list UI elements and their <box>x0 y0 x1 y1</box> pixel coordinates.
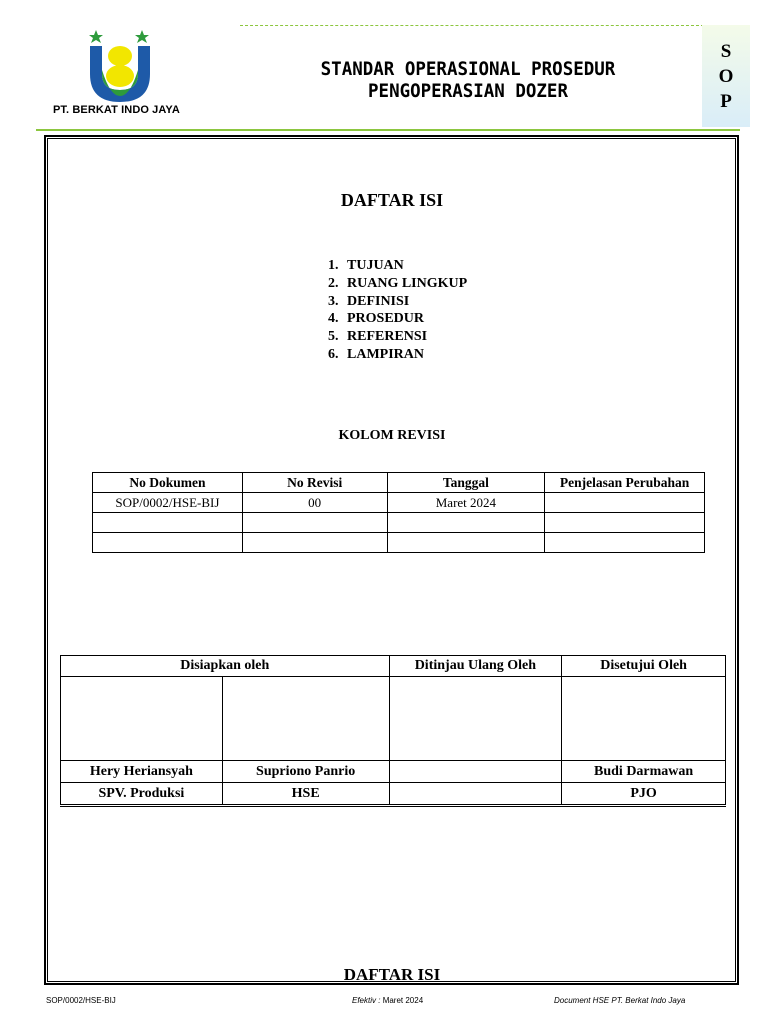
table-cell <box>545 533 705 553</box>
signer-role: HSE <box>222 783 389 805</box>
toc-item-number: 5. <box>328 329 339 345</box>
signature-box <box>562 677 726 761</box>
table-row <box>93 513 705 533</box>
column-header: No Dokumen <box>93 473 243 493</box>
toc-item-number: 2. <box>328 275 339 291</box>
table-cell <box>242 513 387 533</box>
footer-doc-number: SOP/0002/HSE-BIJ <box>46 996 116 1005</box>
signature-row <box>61 677 726 761</box>
revision-header-row <box>93 473 705 493</box>
signer-role <box>389 783 562 805</box>
toc-item-number: 3. <box>328 293 339 309</box>
sop-letter: O <box>718 65 734 87</box>
table-row <box>93 533 705 553</box>
table-cell <box>387 533 545 553</box>
company-name: PT. BERKAT INDO JAYA <box>53 104 180 116</box>
toc-item-label: RUANG LINGKUP <box>347 275 468 291</box>
signer-role: PJO <box>562 783 726 805</box>
name-row <box>61 761 726 783</box>
column-header: Penjelasan Perubahan <box>545 473 705 493</box>
toc-item <box>328 293 467 311</box>
signer-name: Hery Heriansyah <box>61 761 223 783</box>
sop-badge <box>702 25 750 127</box>
title-line-2: PENGOPERASIAN DOZER <box>368 80 568 102</box>
revision-title: KOLOM REVISI <box>338 428 446 443</box>
toc-item <box>328 310 467 328</box>
signature-box <box>222 677 389 761</box>
toc-title: DAFTAR ISI <box>340 190 444 210</box>
toc-item-label: TUJUAN <box>347 258 404 273</box>
table-cell: SOP/0002/HSE-BIJ <box>93 493 243 513</box>
column-header: Disiapkan oleh <box>61 656 390 677</box>
table-cell: 00 <box>242 493 387 513</box>
table-double-rule <box>60 806 726 807</box>
toc-item-label: DEFINISI <box>347 293 410 309</box>
toc-item-label: PROSEDUR <box>347 311 425 327</box>
signature-box <box>389 677 562 761</box>
table-cell: Maret 2024 <box>387 493 545 513</box>
column-header: No Revisi <box>242 473 387 493</box>
revision-table <box>92 472 705 553</box>
toc-item-number: 6. <box>328 346 339 362</box>
toc-item <box>328 257 467 275</box>
signer-name <box>389 761 562 783</box>
table-cell <box>545 493 705 513</box>
toc-item-number: 4. <box>328 311 339 327</box>
footer-effective-label: Efektiv : <box>352 996 381 1005</box>
approval-header-row <box>61 656 726 677</box>
toc-item <box>328 275 467 293</box>
toc-item-label: REFERENSI <box>347 329 428 345</box>
table-cell <box>545 513 705 533</box>
sop-letter: P <box>720 90 732 112</box>
column-header: Ditinjau Ulang Oleh <box>389 656 562 677</box>
document-title <box>295 58 641 102</box>
header-dotted-divider <box>240 25 704 26</box>
toc-item <box>328 328 467 346</box>
toc-list <box>328 257 467 364</box>
signer-name: Budi Darmawan <box>562 761 726 783</box>
footer-effective <box>352 996 423 1005</box>
signer-name: Supriono Panrio <box>222 761 389 783</box>
column-header: Disetujui Oleh <box>562 656 726 677</box>
table-cell <box>93 533 243 553</box>
toc-item-number: 1. <box>328 258 339 273</box>
page-footer-title: DAFTAR ISI <box>343 965 441 984</box>
approval-table <box>60 655 726 805</box>
toc-item <box>328 346 467 364</box>
company-logo <box>78 26 162 106</box>
signer-role: SPV. Produksi <box>61 783 223 805</box>
footer-effective-value: Maret 2024 <box>382 996 424 1005</box>
sop-letter: S <box>720 40 732 62</box>
table-cell <box>387 513 545 533</box>
table-cell <box>93 513 243 533</box>
table-row <box>93 493 705 513</box>
signature-box <box>61 677 223 761</box>
footer-doc-owner: Document HSE PT. Berkat Indo Jaya <box>554 996 686 1005</box>
header-divider <box>36 129 740 131</box>
title-line-1: STANDAR OPERASIONAL PROSEDUR <box>320 58 616 80</box>
toc-item-label: LAMPIRAN <box>347 346 424 362</box>
column-header: Tanggal <box>387 473 545 493</box>
table-cell <box>242 533 387 553</box>
role-row <box>61 783 726 805</box>
